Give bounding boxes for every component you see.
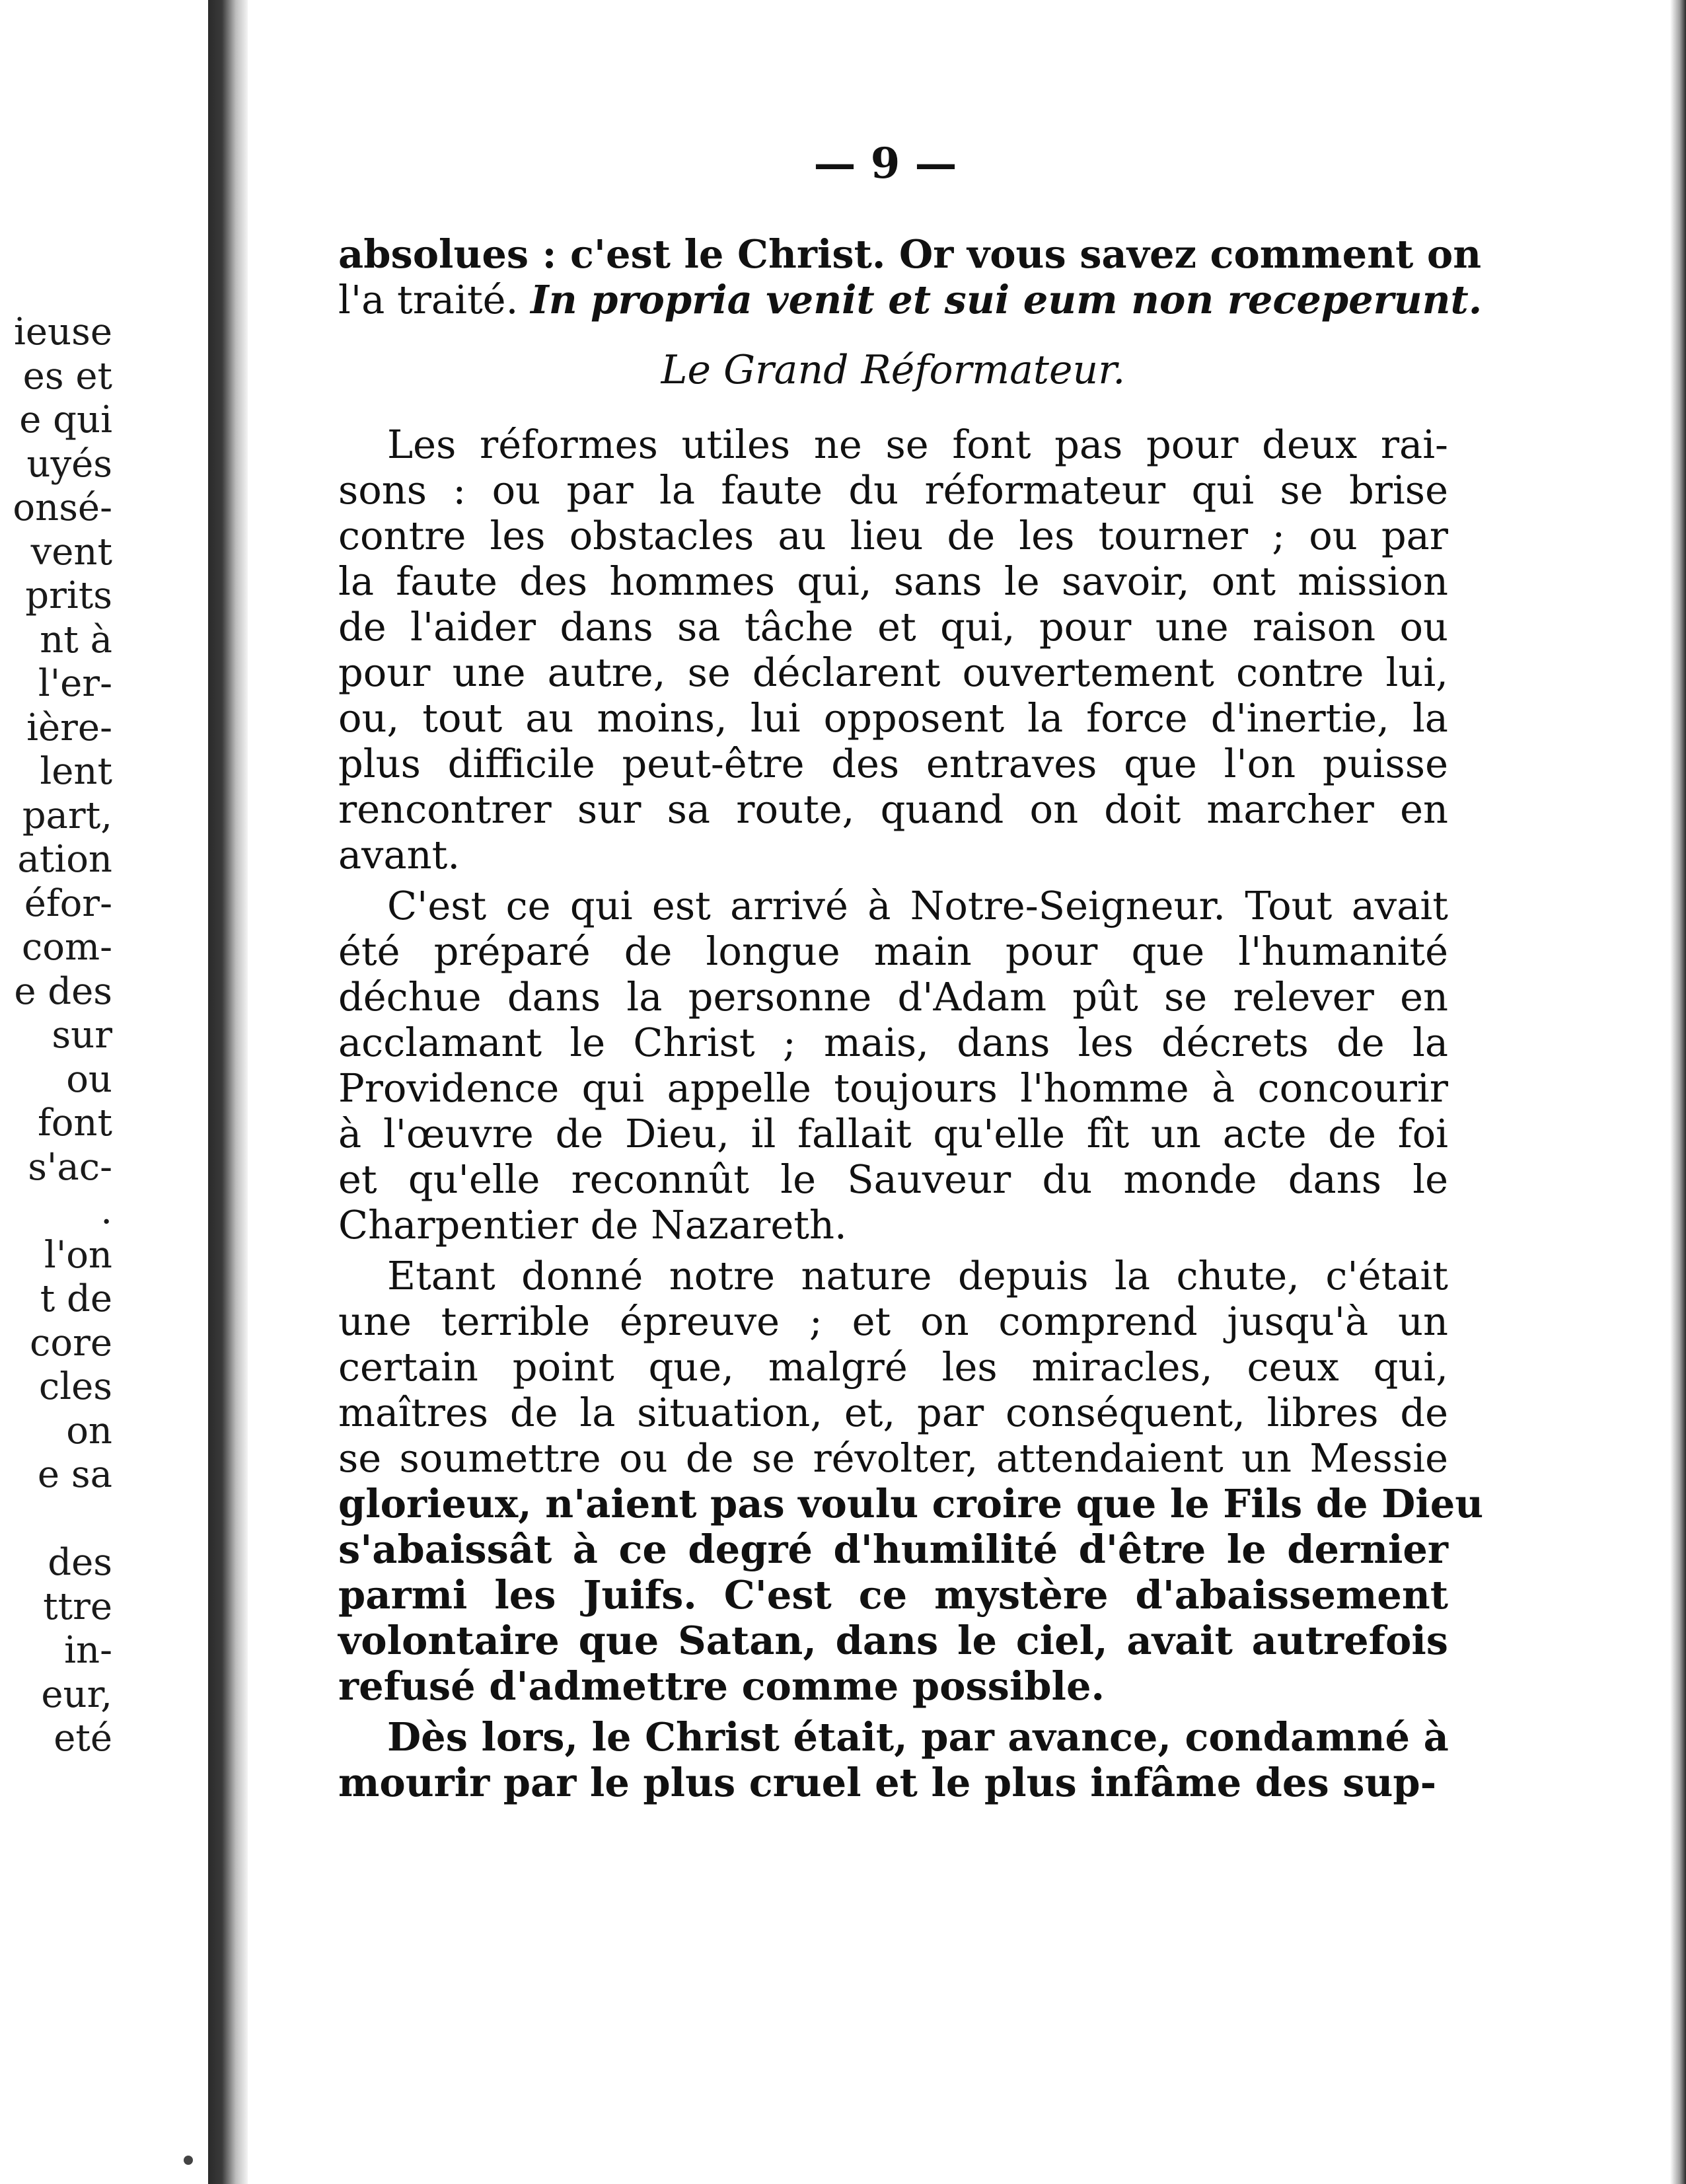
previous-page-fragment: ière- bbox=[26, 706, 112, 749]
previous-page-fragment: core bbox=[30, 1321, 112, 1365]
paragraph-gap bbox=[338, 1248, 1448, 1253]
page-edge-shadow bbox=[1670, 0, 1686, 2184]
previous-page-fragment: cles bbox=[38, 1365, 112, 1408]
previous-page-fragment: vent bbox=[30, 530, 112, 574]
paragraph-1 bbox=[338, 422, 1448, 883]
previous-page-fragment: ation bbox=[17, 838, 112, 881]
previous-page-fragment: e qui bbox=[19, 398, 112, 441]
previous-page-fragment: e sa bbox=[37, 1453, 112, 1496]
text-line: refusé d'admettre comme possible. bbox=[338, 1663, 1105, 1709]
paragraph-4 bbox=[338, 1714, 1448, 1811]
text-line: Etant donné notre nature depuis la chute, c'était bbox=[387, 1253, 1448, 1299]
text-line: parmi les Juifs. C'est ce mystère d'abaissement bbox=[338, 1572, 1448, 1618]
previous-page-fragment: s'ac- bbox=[28, 1145, 112, 1189]
paragraph-2 bbox=[338, 883, 1448, 1253]
paragraph-gap bbox=[338, 878, 1448, 883]
previous-page-fragment: t de bbox=[40, 1277, 112, 1320]
previous-page-fragment: eté bbox=[54, 1717, 112, 1760]
text-line bbox=[338, 277, 1483, 322]
previous-page-fragment: eur, bbox=[41, 1673, 112, 1716]
paragraph-gap bbox=[338, 1709, 1448, 1714]
previous-page-fragment: on bbox=[66, 1409, 112, 1452]
previous-page-fragment: prits bbox=[25, 574, 112, 617]
previous-page-fragment: in- bbox=[64, 1629, 112, 1672]
text-line: contre les obstacles au lieu de les tourner ; ou par bbox=[338, 513, 1448, 558]
previous-page-fragment: éfor- bbox=[24, 882, 112, 925]
previous-page-fragment: e des bbox=[14, 969, 112, 1013]
previous-page-fragment: sur bbox=[52, 1014, 112, 1057]
previous-page-fragment: nt à bbox=[40, 618, 112, 661]
paragraph-gap bbox=[338, 1805, 1448, 1811]
page-number: — 9 — bbox=[813, 139, 957, 188]
previous-page-fragment: ttre bbox=[43, 1585, 112, 1628]
previous-page-fragment: des bbox=[48, 1541, 112, 1584]
previous-page-fragment: onsé- bbox=[13, 486, 112, 529]
latin-quote: In propria venit et sui eum non receperunt. bbox=[531, 277, 1483, 322]
text-line: Providence qui appelle toujours l'homme à concourir bbox=[338, 1065, 1448, 1111]
previous-page-fragment bbox=[0, 1497, 112, 1542]
text-line: à l'œuvre de Dieu, il fallait qu'elle fît un acte de foi bbox=[338, 1111, 1448, 1156]
previous-page-fragment: ou bbox=[66, 1057, 112, 1101]
text-line: pour une autre, se déclarent ouvertement contre lui, bbox=[338, 650, 1448, 695]
text-line: maîtres de la situation, et, par conséquent, libres de bbox=[338, 1390, 1448, 1435]
text-line: mourir par le plus cruel et le plus infâme des sup- bbox=[338, 1760, 1437, 1805]
page-body bbox=[338, 231, 1484, 1811]
paragraph-3 bbox=[338, 1253, 1484, 1714]
previous-page-fragments bbox=[0, 311, 112, 1761]
text-line: la faute des hommes qui, sans le savoir, ont mission bbox=[338, 558, 1448, 604]
text-line: certain point que, malgré les miracles, ceux qui, bbox=[338, 1344, 1448, 1390]
previous-page-fragment: l'er- bbox=[38, 662, 112, 705]
previous-page-fragment: . bbox=[100, 1189, 112, 1232]
text-line: déchue dans la personne d'Adam pût se relever en bbox=[338, 974, 1448, 1020]
text-line: une terrible épreuve ; et on comprend jusqu'à un bbox=[338, 1299, 1448, 1344]
previous-page-fragment: com- bbox=[21, 926, 112, 969]
previous-page-fragment: part, bbox=[22, 794, 112, 837]
text-line: Charpentier de Nazareth. bbox=[338, 1202, 847, 1248]
text-line: ou, tout au moins, lui opposent la force d'inertie, la bbox=[338, 695, 1448, 741]
text-line: C'est ce qui est arrivé à Notre-Seigneur. Tout avait bbox=[387, 883, 1448, 928]
previous-page-fragment: font bbox=[37, 1102, 112, 1145]
text-line: acclamant le Christ ; mais, dans les décrets de la bbox=[338, 1020, 1448, 1065]
text-line: plus difficile peut-être des entraves que l'on puisse bbox=[338, 741, 1448, 786]
previous-page-fragment: ieuse bbox=[14, 311, 112, 354]
text-line: été préparé de longue main pour que l'humanité bbox=[338, 928, 1448, 974]
text-line: avant. bbox=[338, 832, 460, 878]
text-line: sons : ou par la faute du réformateur qui se brise bbox=[338, 467, 1448, 513]
text-line: et qu'elle reconnût le Sauveur du monde dans le bbox=[338, 1156, 1448, 1202]
text-line: glorieux, n'aient pas voulu croire que le Fils de Dieu bbox=[338, 1481, 1484, 1526]
text-line: absolues : c'est le Christ. Or vous savez comment on bbox=[338, 231, 1482, 277]
text-line: se soumettre ou de se révolter, attendaient un Messie bbox=[338, 1435, 1448, 1481]
text-line: rencontrer sur sa route, quand on doit marcher en bbox=[338, 786, 1448, 832]
previous-page-fragment: es et bbox=[22, 354, 112, 398]
scan-speck bbox=[184, 2156, 193, 2165]
section-heading: Le Grand Réformateur. bbox=[661, 347, 1126, 393]
text-line: s'abaissât à ce degré d'humilité d'être le dernier bbox=[338, 1526, 1448, 1572]
text-line: Les réformes utiles ne se font pas pour deux rai- bbox=[387, 422, 1448, 467]
text-span: l'a traité. bbox=[338, 277, 531, 322]
text-line: volontaire que Satan, dans le ciel, avait autrefois bbox=[338, 1618, 1448, 1663]
text-line: Dès lors, le Christ était, par avance, condamné à bbox=[387, 1714, 1449, 1760]
previous-page-fragment: l'on bbox=[44, 1233, 112, 1277]
previous-page-fragment: lent bbox=[40, 750, 112, 793]
book-spine-shadow bbox=[208, 0, 248, 2184]
text-line: de l'aider dans sa tâche et qui, pour une raison ou bbox=[338, 604, 1448, 650]
previous-page-fragment: uyés bbox=[26, 442, 112, 486]
